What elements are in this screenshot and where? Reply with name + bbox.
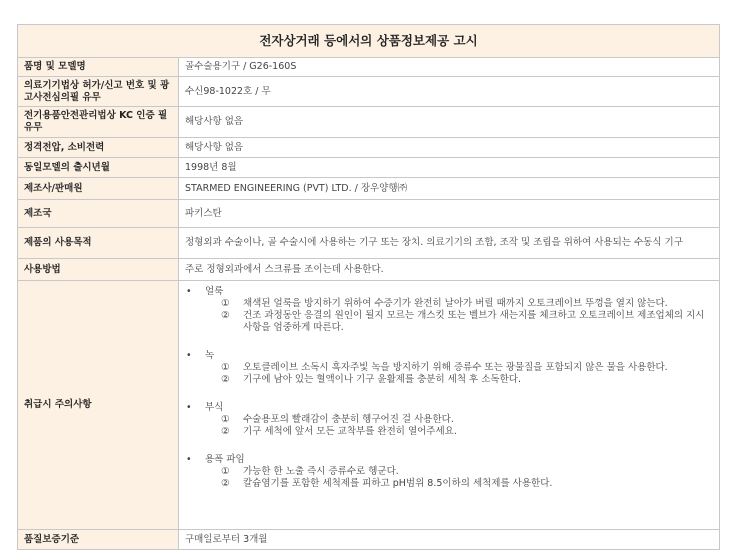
table-row	[18, 107, 720, 138]
item-text: 수술용포의 빨래감이 충분히 헹구어진 걸 사용한다.	[243, 414, 454, 425]
list-item	[221, 478, 713, 490]
item-text: 기구에 남아 있는 혈액이나 기구 윤활제를 충분히 세척 후 소독한다.	[243, 374, 521, 385]
row-value-precautions	[179, 281, 720, 530]
row-label-product-name: 품명 및 모델명	[18, 58, 179, 77]
row-value-usage: 주로 정형외과에서 스크류를 조이는데 사용한다.	[179, 259, 720, 281]
category-title: • 부식	[205, 402, 224, 413]
item-number: ①	[221, 466, 230, 477]
row-label-rated-voltage: 정격전압, 소비전력	[18, 138, 179, 158]
item-number: ①	[221, 298, 230, 309]
row-label-kc-certification: 전기용품안전관리법상 KC 인증 필 유무	[18, 107, 179, 138]
item-text: 칼슘염기를 포함한 세척제를 피하고 pH범위 8.5이하의 세척제를 사용한다.	[243, 478, 553, 489]
list-item	[221, 466, 713, 478]
precaution-items	[201, 362, 713, 386]
row-value-rated-voltage: 해당사항 없음	[179, 138, 720, 158]
item-number: ②	[221, 310, 230, 321]
row-label-country: 제조국	[18, 200, 179, 228]
table-row	[18, 200, 720, 228]
item-number: ②	[221, 374, 230, 385]
table-title-row	[18, 25, 720, 58]
row-value-manufacturer: STARMED ENGINEERING (PVT) LTD. / 장우양행㈜	[179, 178, 720, 200]
list-item	[221, 426, 713, 438]
row-label-release-date: 동일모델의 출시년월	[18, 158, 179, 178]
category-title: • 얼룩	[205, 286, 224, 297]
table-row	[18, 228, 720, 259]
item-text: 건조 과정동안 응결의 원인이 될지 모르는 개스킷 또는 벨브가 새는지를 체크하고 오토크레이브 제조업체의 지시사항을 엄중하게 따른다.	[243, 310, 705, 333]
item-number: ①	[221, 362, 230, 373]
list-item	[221, 374, 713, 386]
precaution-categories	[185, 286, 713, 490]
spacer	[201, 386, 713, 399]
row-label-purpose: 제품의 사용목적	[18, 228, 179, 259]
precaution-items	[201, 414, 713, 438]
precaution-category	[185, 286, 713, 347]
row-value-release-date: 1998년 8월	[179, 158, 720, 178]
list-item	[221, 310, 713, 334]
row-label-permit-number: 의료기기법상 허가/신고 번호 및 광고사전심의필 유무	[18, 77, 179, 107]
table-row	[18, 138, 720, 158]
item-text: 오토클레이브 소독시 흑자주빛 녹을 방지하기 위해 증류수 또는 광물질을 포함되지 않은 물을 사용한다.	[243, 362, 668, 373]
category-title: • 녹	[205, 350, 215, 361]
precaution-category	[185, 402, 713, 451]
table-row	[18, 259, 720, 281]
list-item	[221, 298, 713, 310]
item-number: ②	[221, 426, 230, 437]
row-label-usage: 사용방법	[18, 259, 179, 281]
precaution-items	[201, 466, 713, 490]
spacer	[201, 438, 713, 451]
table-row	[18, 77, 720, 107]
row-value-kc-certification: 해당사항 없음	[179, 107, 720, 138]
row-value-country: 파키스탄	[179, 200, 720, 228]
row-value-product-name: 골수술용기구 / G26-160S	[179, 58, 720, 77]
row-label-warranty: 품질보증기준	[18, 530, 179, 550]
table-row	[18, 158, 720, 178]
row-value-warranty: 구매일로부터 3개월	[179, 530, 720, 550]
row-label-precautions: 취급시 주의사항	[18, 281, 179, 530]
item-text: 기구 세척에 앞서 모든 교착부를 완전히 열어주세요.	[243, 426, 457, 437]
row-value-permit-number: 수신98-1022호 / 무	[179, 77, 720, 107]
product-info-table	[17, 24, 720, 550]
precaution-items	[201, 298, 713, 334]
item-text: 채색된 얼룩을 방지하기 위하여 수증기가 완전히 날아가 버릴 때까지 오토크레이브 뚜껑을 열지 않는다.	[243, 298, 668, 309]
item-text: 가능한 한 노출 즉시 증류수로 헹군다.	[243, 466, 399, 477]
product-info-notice	[17, 24, 719, 550]
list-item	[221, 362, 713, 374]
list-item	[221, 414, 713, 426]
notice-title: 전자상거래 등에서의 상품정보제공 고시	[18, 25, 720, 58]
row-value-purpose: 정형외과 수술이나, 골 수술시에 사용하는 기구 또는 장치. 의료기기의 조합, 조작 및 조립을 위하여 사용되는 수동식 기구	[179, 228, 720, 259]
table-row	[18, 281, 720, 530]
table-row	[18, 58, 720, 77]
table-row	[18, 530, 720, 550]
precaution-category	[185, 350, 713, 399]
row-label-manufacturer: 제조사/판매원	[18, 178, 179, 200]
item-number: ①	[221, 414, 230, 425]
category-title: • 용폭 파임	[205, 454, 245, 465]
table-row	[18, 178, 720, 200]
spacer	[201, 334, 713, 347]
precaution-category	[185, 454, 713, 490]
item-number: ②	[221, 478, 230, 489]
